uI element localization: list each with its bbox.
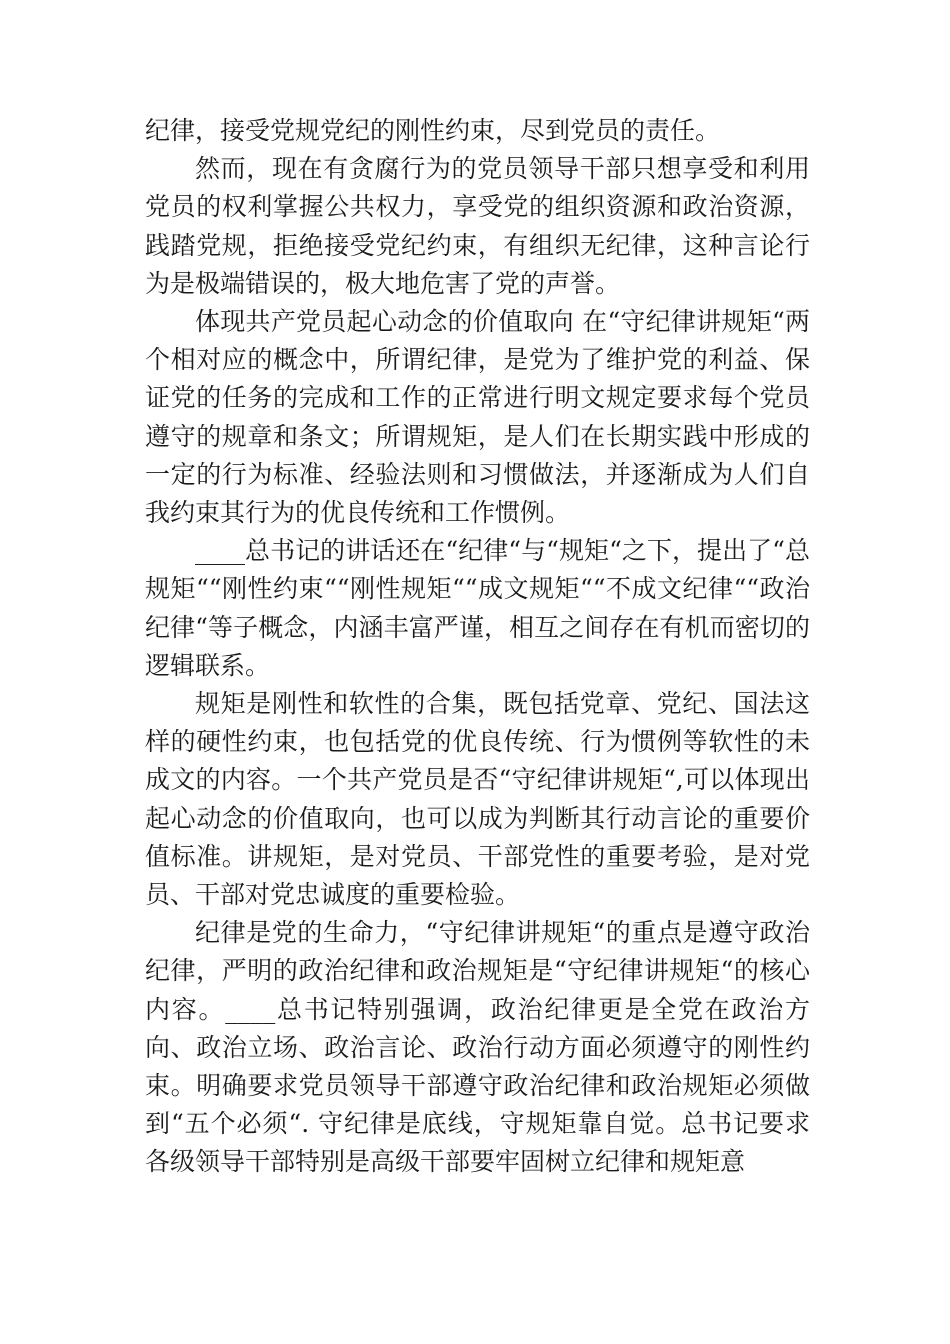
paragraph-political-discipline: 纪律是党的生命力，“守纪律讲规矩“的重点是遵守政治纪律，严明的政治纪律和政治规矩是“守纪律讲规矩“的核心内容。____总书记特别强调，政治纪律更是全党在政治方向、政治立场、政治言论、政治行动方面必须遵守的刚性约束。明确要求党员领导干部遵守政治纪律和政治规矩必须做到“五个必须“. 守纪律是底线，守规矩靠自觉。总书记要求各级领导干部特别是高级干部要牢固树立纪律和规矩意 <box>145 918 810 1177</box>
document-body <box>145 112 810 1182</box>
paragraph-rules-definition: 规矩是刚性和软性的合集，既包括党章、党纪、国法这样的硬性约束，也包括党的优良传统、行为惯例等软性的未成文的内容。一个共产党员是否“守纪律讲规矩“,可以体现出起心动念的价值取向，也可以成为判断其行动言论的重要价值标准。讲规矩，是对党员、干部党性的重要考验，是对党员、干部对党忠诚度的重要检验。 <box>145 689 810 910</box>
paragraph-corruption: 然而，现在有贪腐行为的党员领导干部只想享受和利用党员的权利掌握公共权力，享受党的组织资源和政治资源，践踏党规，拒绝接受党纪约束，有组织无纪律，这种言论行为是极端错误的，极大地危害了党的声誉。 <box>145 154 810 298</box>
paragraph-continuation: 纪律，接受党规党纪的刚性约束，尽到党员的责任。 <box>145 116 721 145</box>
paragraph-value-orientation: 体现共产党员起心动念的价值取向 在“守纪律讲规矩“两个相对应的概念中，所谓纪律，是党为了维护党的利益、保证党的任务的完成和工作的正常进行明文规定要求每个党员遵守的规章和条文；所谓规矩，是人们在长期实践中形成的一定的行为标准、经验法则和习惯做法，并逐渐成为人们自我约束其行为的优良传统和工作惯例。 <box>145 307 810 528</box>
paragraph-sub-concepts: ____总书记的讲话还在“纪律“与“规矩“之下，提出了“总规矩““刚性约束““刚性规矩““成文规矩““不成文纪律““政治纪律“等子概念，内涵丰富严谨，相互之间存在有机而密切的逻辑联系。 <box>145 536 810 680</box>
